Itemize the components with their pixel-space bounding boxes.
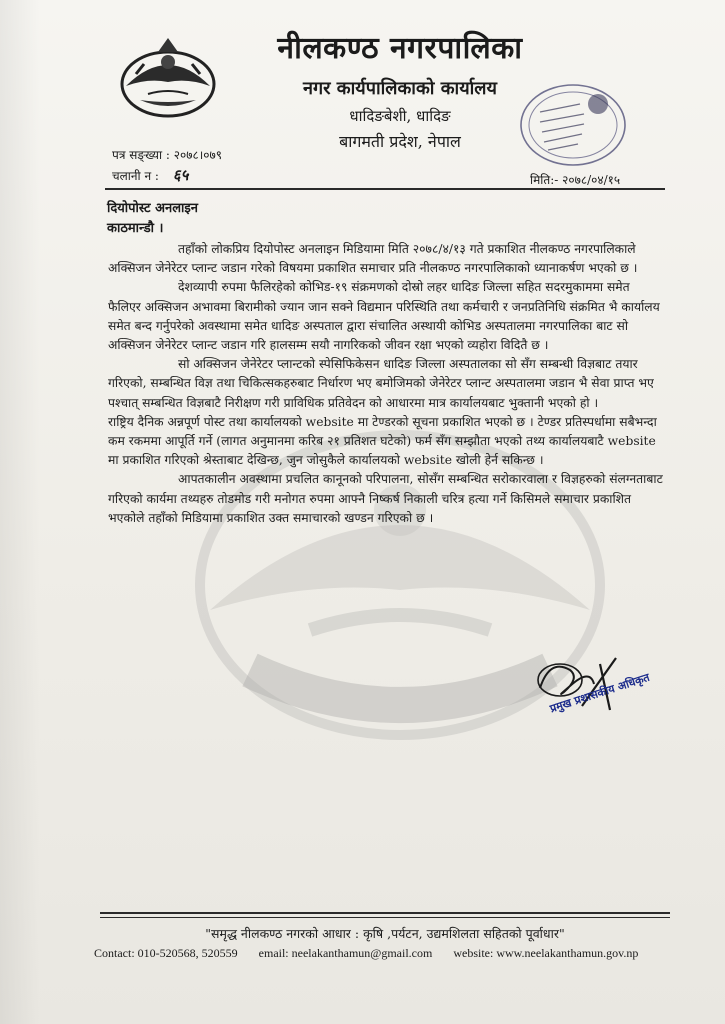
footer-contact-line	[94, 946, 684, 961]
signatory-title: प्रमुख प्रशासकीय अधिकृत	[548, 670, 652, 716]
nepal-emblem-logo	[118, 34, 218, 120]
dispatch-number: ६५	[172, 166, 189, 184]
letter-body	[108, 240, 666, 528]
org-name: नीलकण्ठ नगरपालिका	[277, 31, 523, 66]
contact-website[interactable]: website: www.neelakanthamun.gov.np	[453, 946, 639, 960]
body-paragraph-4: राष्ट्रिय दैनिक अन्नपूर्ण पोस्ट तथा कार्यालयको website मा टेण्डरको सूचना प्रकाशित भएको छ । टेण्डर प्रतिस्पर्धामा सबैभन्दा कम रकममा आपूर्ति गर्ने (लागत अनुमानमा करिब २१ प्रतिशत घटेको) फर्म सँग सम्झौता भएको तथ्य कार्यालयबाटै website मा प्रकाशित गरिएको श्रेस्ताबाट देखिन्छ, जुन जोसुकैले कार्यालयको website खोली हेर्न सकिन्छ ।	[108, 414, 657, 468]
footer-divider-top	[100, 912, 670, 914]
addressee-city: काठमान्डौ ।	[107, 221, 164, 236]
body-paragraph-3: सो अक्सिजन जेनेरेटर प्लान्टको स्पेसिफिकेसन धादिङ जिल्ला अस्पतालका सो सँग सम्बन्धी विज्ञबाट तयार गरिएको, सम्बन्धित विज्ञ तथा चिकित्सकहरुबाट निर्धारण भए बमोजिमको जेनेरेटर प्लान्ट अस्पतालमा जडान भै सेवा प्राप्त भए पश्चात् सम्बन्धित विज्ञबाटै निरीक्षण गरी प्राविधिक प्रतिवेदन को आधारमा मात्र कार्यालयबाट भुक्तानी भएको हो ।	[108, 357, 654, 410]
header-divider	[105, 188, 665, 190]
letter-date: मिति:- २०७८/०४/१५	[530, 173, 621, 187]
dispatch-label: चलानी न :	[112, 169, 159, 183]
body-paragraph-2: देशव्यापी रुपमा फैलिरहेको कोभिड-१९ संक्रमणको दोस्रो लहर धादिङ जिल्ला सहित सदरमुकाममा समेत फैलिएर अक्सिजन अभावमा बिरामीको ज्यान जान सक्ने विद्यमान परिस्थिति तथा कर्मचारी र जनप्रतिनिधि संक्रमित भै कार्यालय समेत बन्द गर्नुपरेको अवस्थामा समेत धादिङ अस्पताल द्वारा संचालित अस्थायी कोभिड अस्पतालमा नगरपालिका बाट सो अक्सिजन जेनेरेटर प्लान्ट जडान गरि हालसम्म सयौ नागरिकको जीवन रक्षा भएको व्यहोरा विदितै छ ।	[108, 280, 660, 353]
footer-motto: "समृद्ध नीलकण्ठ नगरको आधार : कृषि ,पर्यटन, उद्यमशिलता सहितको पूर्वाधार"	[205, 926, 565, 941]
body-paragraph-1: तहाँको लोकप्रिय दियोपोस्ट अनलाइन मिडियामा मिति २०७८/४/१३ गते प्रकाशित नीलकण्ठ नगरपालिकाले अक्सिजन जेनेरेटर प्लान्ट जडान गरेको विषयमा प्रकाशित समाचार प्रति नीलकण्ठ नगरपालिकाको ध्यानाकर्षण भएको छ ।	[108, 242, 638, 276]
contact-phone: Contact: 010-520568, 520559	[94, 946, 238, 960]
office-location: धादिङबेशी, धादिङ	[349, 107, 451, 125]
contact-email[interactable]: email: neelakanthamun@gmail.com	[258, 946, 433, 960]
office-name: नगर कार्यपालिकाको कार्यालय	[303, 78, 497, 99]
office-stamp-icon	[518, 82, 628, 168]
page-shadow-edge	[0, 0, 40, 1024]
footer-divider-bottom	[100, 917, 670, 918]
addressee-name: दियोपोस्ट अनलाइन	[107, 201, 198, 216]
body-paragraph-5: आपतकालीन अवस्थामा प्रचलित कानूनको परिपालना, सोसँग सम्बन्धित सरोकारवाला र विज्ञहरुको संलग्नताबाट गरिएको कार्यमा तथ्यहरु तोडमोड गरी मनोगत रुपमा आफ्नै निष्कर्ष निकाली चरित्र हत्या गर्ने किसिमले समाचार प्रकाशित भएकोले तहाँको मिडियामा प्रकाशित उक्त समाचारको खण्डन गरिएको छ ।	[108, 472, 663, 525]
dispatch-line	[112, 165, 188, 185]
reference-number: पत्र सङ्ख्या : २०७८।०७९	[112, 148, 222, 162]
office-province: बागमती प्रदेश, नेपाल	[339, 132, 461, 151]
